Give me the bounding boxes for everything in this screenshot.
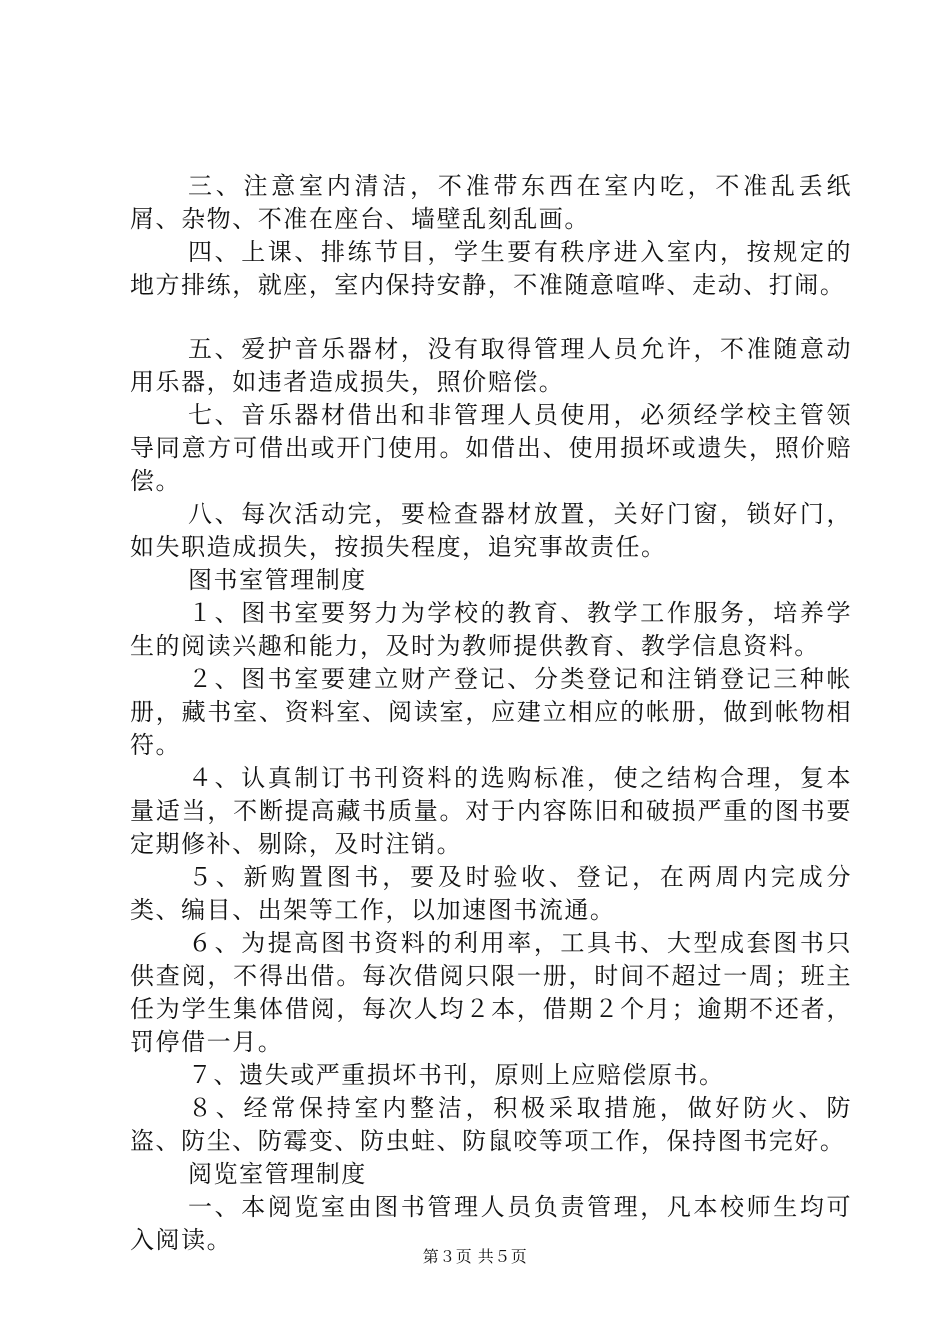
library-rule-5: ５、新购置图书，要及时验收、登记，在两周内完成分类、编目、出架等工作，以加速图书流通。 (130, 863, 852, 924)
rule-paragraph-7: 七、音乐器材借出和非管理人员使用，必须经学校主管领导同意方可借出或开门使用。如借出、使用损坏或遗失，照价赔偿。 (130, 401, 852, 495)
rule-paragraph-4: 四、上课、排练节目，学生要有秩序进入室内，按规定的地方排练，就座，室内保持安静，不准随意喧哗、走动、打闹。 (130, 238, 852, 299)
library-rule-1: １、图书室要努力为学校的教育、教学工作服务，培养学生的阅读兴趣和能力，及时为教师提供教育、教学信息资料。 (130, 599, 852, 660)
rule-paragraph-5: 五、爱护音乐器材，没有取得管理人员允许，不准随意动用乐器，如违者造成损失，照价赔偿。 (130, 335, 852, 396)
library-rule-2: ２、图书室要建立财产登记、分类登记和注销登记三种帐册，藏书室、资料室、阅读室，应建立相应的帐册，做到帐物相符。 (130, 665, 852, 759)
page-footer: 第３页 共５页 (422, 1247, 528, 1266)
rule-paragraph-3: 三、注意室内清洁，不准带东西在室内吃，不准乱丢纸屑、杂物、不准在座台、墙壁乱刻乱画。 (130, 172, 852, 233)
rule-paragraph-8: 八、每次活动完，要检查器材放置，关好门窗，锁好门，如失职造成损失，按损失程度，追究事故责任。 (130, 500, 852, 561)
library-rule-8: ８、经常保持室内整洁，积极采取措施，做好防火、防盗、防尘、防霉变、防虫蛀、防鼠咬等项工作，保持图书完好。 (130, 1094, 852, 1155)
document-body (130, 170, 852, 1257)
library-rule-4: ４、认真制订书刊资料的选购标准，使之结构合理，复本量适当，不断提高藏书质量。对于内容陈旧和破损严重的图书要定期修补、剔除，及时注销。 (130, 764, 852, 858)
library-rule-6: ６、为提高图书资料的利用率，工具书、大型成套图书只供查阅，不得出借。每次借阅只限一册，时间不超过一周；班主任为学生集体借阅，每次人均２本，借期２个月；逾期不还者，罚停借一月。 (130, 929, 852, 1056)
section-heading-reading-room: 阅览室管理制度 (188, 1160, 367, 1188)
library-rule-7: ７、遗失或严重损坏书刊，原则上应赔偿原书。 (188, 1061, 725, 1089)
section-heading-library: 图书室管理制度 (188, 566, 367, 594)
reading-room-rule-1: 一、本阅览室由图书管理人员负责管理，凡本校师生均可入阅读。 (130, 1193, 852, 1254)
